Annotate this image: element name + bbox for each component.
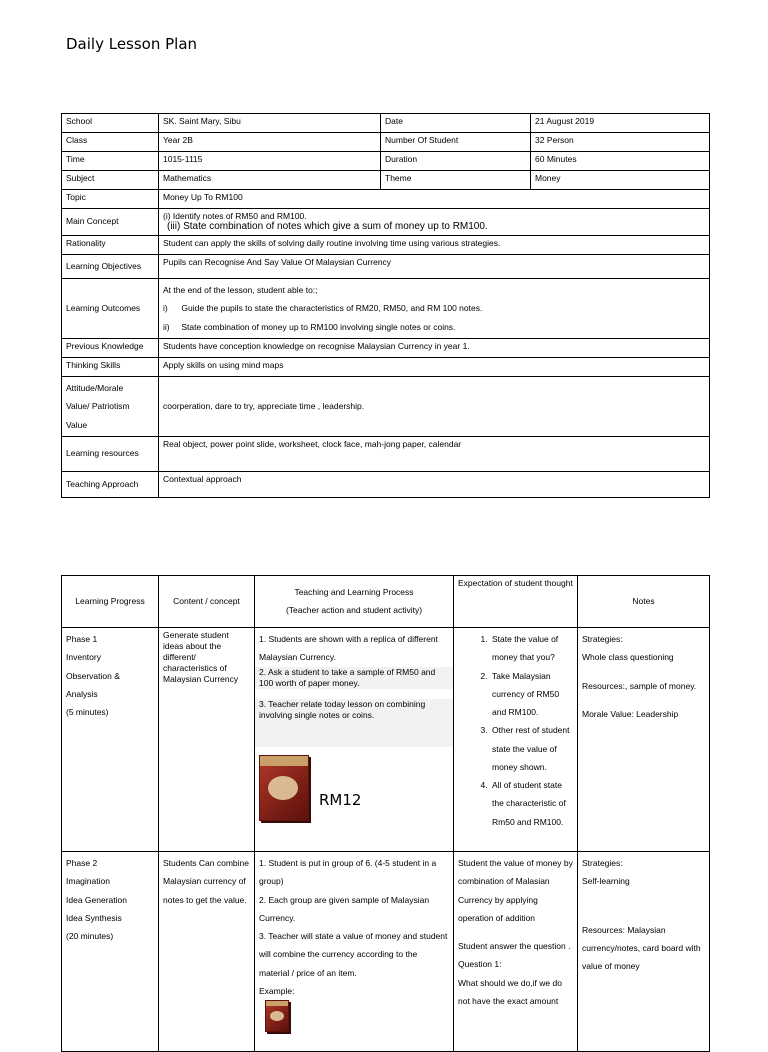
- outcomes-value: [159, 279, 710, 339]
- product-image: [259, 755, 449, 821]
- main-concept-line: (i) Identify notes of RM50 and RM100.: [163, 211, 307, 221]
- outcomes-intro: At the end of the lesson, student able to:;: [163, 285, 318, 296]
- notes-resources: Resources:, sample of money.: [582, 680, 697, 691]
- expectation-item: 3. Other rest of student state the value of money shown.: [490, 721, 573, 776]
- phase2-progress-line: Idea Synthesis: [66, 912, 122, 923]
- resources-label: Learning resources: [62, 436, 159, 471]
- header-tlp-line: (Teacher action and student activity): [285, 604, 423, 615]
- phase1-expectation: [454, 628, 578, 852]
- phase1-tlp: [255, 628, 454, 852]
- phase2-progress-line: Phase 2: [66, 858, 98, 868]
- outcome-item: [163, 299, 705, 317]
- objectives-label: Learning Objectives: [62, 255, 159, 279]
- phase1-progress-line: Phase 1: [66, 634, 98, 644]
- outcome-text: Guide the pupils to state the characteristics of RM20, RM50, and RM 100 notes.: [181, 303, 483, 314]
- outcome-text: State combination of money up to RM100 involving single notes or coins.: [181, 321, 456, 332]
- school-label: School: [62, 114, 159, 133]
- phase1-progress: [62, 628, 159, 852]
- approach-label: Teaching Approach: [62, 471, 159, 497]
- page-title: Daily Lesson Plan: [66, 35, 198, 53]
- learning-process-table: [61, 575, 710, 1052]
- expectation-item: 1. State the value of money that you?: [490, 630, 573, 667]
- notes-strategies-label: Strategies:: [582, 858, 623, 868]
- chocolate-box-image: [265, 1000, 289, 1032]
- attitude-label-line: Attitude/Morale: [66, 382, 124, 393]
- attitude-value: coorperation, dare to try, appreciate time , leadership.: [159, 376, 710, 436]
- phase2-progress: [62, 852, 159, 1052]
- main-concept-line: (iii) State combination of notes which give a sum of money up to RM100.: [167, 221, 488, 233]
- phase1-tlp-step: 3. Teacher relate today lesson on combining involving single notes or coins.: [255, 699, 453, 747]
- subject-value: Mathematics: [159, 171, 381, 190]
- prev-knowledge-label: Previous Knowledge: [62, 338, 159, 357]
- topic-label: Topic: [62, 190, 159, 209]
- phase2-expectation: [454, 852, 578, 1052]
- phase2-expectation-text: Student the value of money by combination of Malasian Currency by applying operation of addition: [458, 858, 573, 923]
- phase1-progress-line: (5 minutes): [66, 707, 109, 718]
- phase2-tlp-step: 1. Student is put in group of 6. (4-5 student in a group): [259, 858, 437, 887]
- phase2-progress-line: Idea Generation: [66, 894, 127, 905]
- outcome-num: i): [163, 303, 168, 314]
- main-concept-label: Main Concept: [62, 209, 159, 236]
- class-label: Class: [62, 133, 159, 152]
- time-value: 1015-1115: [159, 152, 381, 171]
- phase1-progress-line: Inventory: [66, 652, 101, 663]
- notes-strategies: Self-learning: [582, 876, 630, 887]
- header-learning-progress: Learning Progress: [62, 576, 159, 628]
- step-num: 2.: [259, 666, 267, 677]
- header-teaching-learning: [255, 576, 454, 628]
- school-value: SK. Saint Mary, Sibu: [159, 114, 381, 133]
- phase2-example: Example:: [259, 985, 295, 996]
- rationality-label: Rationality: [62, 236, 159, 255]
- students-value: 32 Person: [531, 133, 710, 152]
- header-tlp-line: Teaching and Learning Process: [294, 586, 414, 597]
- notes-strategies-label: Strategies:: [582, 634, 623, 644]
- attitude-label: [62, 376, 159, 436]
- notes-strategies: Whole class questioning: [582, 652, 674, 663]
- phase2-tlp-step: 2. Each group are given sample of Malaysian Currency.: [259, 894, 430, 923]
- phase1-progress-line: Observation &: [66, 670, 120, 681]
- rationality-value: Student can apply the skills of solving daily routine involving time using various strategies.: [159, 236, 710, 255]
- duration-value: 60 Minutes: [531, 152, 710, 171]
- phase2-expectation-text: Student answer the question .: [458, 941, 571, 952]
- phase1-notes: [578, 628, 710, 852]
- main-concept-value: [159, 209, 710, 236]
- attitude-label-line: Value/ Patriotism: [66, 401, 130, 412]
- outcome-item: [163, 318, 705, 336]
- time-label: Time: [62, 152, 159, 171]
- phase2-progress-line: Imagination: [66, 876, 110, 887]
- phase2-content: Students Can combine Malaysian currency of notes to get the value.: [159, 852, 255, 1052]
- thinking-value: Apply skills on using mind maps: [159, 357, 710, 376]
- product-price: RM12: [319, 791, 362, 810]
- expectation-item: 2. Take Malaysian currency of RM50 and RM100.: [490, 667, 573, 722]
- outcome-num: ii): [163, 321, 170, 332]
- outcomes-label: Learning Outcomes: [62, 279, 159, 339]
- thinking-label: Thinking Skills: [62, 357, 159, 376]
- objectives-value: Pupils can Recognise And Say Value Of Malaysian Currency: [159, 255, 710, 279]
- phase2-notes: [578, 852, 710, 1052]
- phase1-progress-line: Analysis: [66, 688, 98, 699]
- students-label: Number Of Student: [381, 133, 531, 152]
- subject-label: Subject: [62, 171, 159, 190]
- attitude-label-line: Value: [66, 419, 88, 430]
- header-expectation: Expectation of student thought: [454, 576, 578, 628]
- phase2-tlp-step: 3. Teacher will state a value of money and student will combine the currency according to the material / price of an item.: [259, 931, 448, 978]
- phase2-tlp: [255, 852, 454, 1052]
- header-notes: Notes: [578, 576, 710, 628]
- phase2-expectation-text: What should we do,if we do not have the exact amount: [458, 977, 562, 1006]
- notes-morale-value: Morale Value: Leadership: [582, 708, 679, 719]
- duration-label: Duration: [381, 152, 531, 171]
- date-value: 21 August 2019: [531, 114, 710, 133]
- expectation-list: [458, 630, 573, 831]
- approach-value: Contextual approach: [159, 471, 710, 497]
- date-label: Date: [381, 114, 531, 133]
- theme-label: Theme: [381, 171, 531, 190]
- expectation-item: 4. All of student state the characteristic of Rm50 and RM100.: [490, 776, 573, 831]
- theme-value: Money: [531, 171, 710, 190]
- notes-resources: Resources: Malaysian currency/notes, card board with value of money: [582, 924, 701, 972]
- phase1-tlp-step: 1. Students are shown with a replica of different Malaysian Currency.: [259, 634, 438, 663]
- prev-knowledge-value: Students have conception knowledge on recognise Malaysian Currency in year 1.: [159, 338, 710, 357]
- resources-value: Real object, power point slide, worksheet, clock face, mah-jong paper, calendar: [159, 436, 710, 471]
- phase2-progress-line: (20 minutes): [66, 931, 114, 942]
- lesson-info-table: [61, 113, 710, 498]
- topic-value: Money Up To RM100: [159, 190, 710, 209]
- phase1-content: Generate student ideas about the different/ characteristics of Malaysian Currency: [159, 628, 255, 852]
- step-text: Ask a student to take a sample of RM50 and 100 worth of paper money.: [259, 666, 436, 688]
- class-value: Year 2B: [159, 133, 381, 152]
- phase1-tlp-step: [255, 667, 453, 689]
- phase2-expectation-text: Question 1:: [458, 959, 502, 970]
- header-content-concept: Content / concept: [159, 576, 255, 628]
- chocolate-box-image: [259, 755, 309, 821]
